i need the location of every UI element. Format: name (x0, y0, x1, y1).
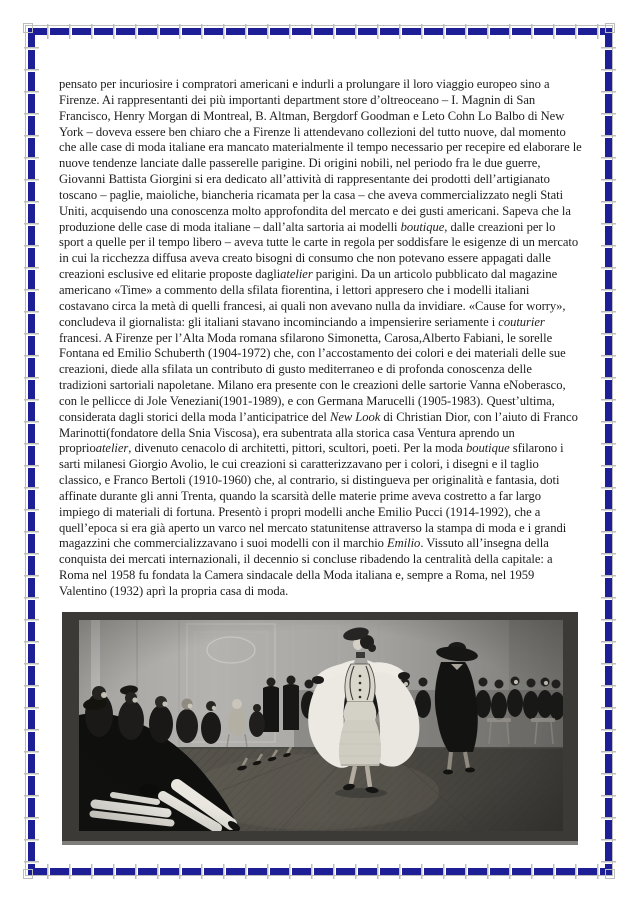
photo-image-area (79, 620, 563, 831)
photo-frame-bevel (62, 841, 578, 845)
text-segment: . Vissuto all’insegna della conquista dei mercati internazionali, il decennio si concluse ribadendo la centralità della capitale: a Roma nel 1958 fu fondata la Camera sindacale della Moda italiana e, sempre a Roma, nel 1959 Valentino (1932) aprì la propria casa di moda. (59, 536, 553, 598)
page-border-bottom (28, 868, 612, 875)
page-border-left (28, 28, 35, 875)
border-corner-ornament (23, 869, 33, 879)
page-border-right (605, 28, 612, 875)
italic-text-segment: atelier (280, 267, 313, 282)
italic-text-segment: Emilio (387, 536, 421, 551)
article-text (59, 77, 582, 600)
italic-text-segment: boutique (465, 441, 510, 456)
fashion-show-photo (62, 612, 578, 845)
border-corner-ornament (23, 23, 33, 33)
italic-text-segment: boutique (400, 219, 445, 234)
text-segment: pensato per incuriosire i compratori americani e indurli a prolungare il loro viaggio europeo sino a Firenze. Ai rappresentanti dei più importanti department store d’oltreoceano – I. Magnin di San Francisco, Henry Morgan di Montreal, B. Altman, Bergdorf Goodman e Leto Cohn Lo Balbo di New York – doveva essere ben chiaro che a Firenze li attendevano collezioni del tutto nuove, dal momento che alle case di moda italiane era mancato materialmente il tempo necessario per recepire ed elaborare le nuove tendenze lanciate dalle passerelle parigine. Di origini nobili, nel periodo fra le due guerre, Giovanni Battista Giorgini si era dedicato all’attività di rappresentante dei prodotti dell’artigianato toscano – paglie, maioliche, biancheria ricamata per la casa – che aveva commercializzato negli Stati Uniti, acquisendo una conoscenza molto approfondita del mercato e dei gusti americani. Sapeva che la produzione delle case di moda italiane – dall’alta sartoria ai modelli (59, 77, 582, 234)
border-corner-ornament (605, 23, 615, 33)
photo-vignette (79, 620, 563, 831)
text-segment: di Christian Dior, con l’aiuto di Franco Marinotti(fondatore della Snia Viscosa), era subentrata alla storica casa Ventura aprendo un proprio (59, 409, 578, 456)
italic-text-segment: atelier (95, 441, 129, 456)
text-segment: francesi. A Firenze per l’Alta Moda romana sfilarono Simonetta, Carosa,Alberto Fabiani, le sorelle Fontana ed Emilio Schuberth (1904-1972) che, con l’accostamento dei colori e dei materiali delle sue creazioni, diede alla sfilata un contributo di gusto mediterraneo e di profonda conoscenza delle tradizioni sartoriali napoletane. Milano era presente con le creazioni delle sartorie Vanna eNoberasco, con le pellicce di Jole Veneziani(1901-1989), e con Germana Marucelli (1905-1983). Quest’ultima, considerata dagli storici della moda l’anticipatrice del (59, 330, 566, 424)
italic-text-segment: couturier (498, 314, 545, 329)
text-segment: , dalle creazioni per lo sport a quelle per il tempo libero – aveva tutte le carte in regola per soddisfare le esigenze di un mercato in cui la ricchezza diffusa aveva creato bisogni di consumo che non potevano essere appagati dalle creazioni esclusive ed elitarie proposte dagli (59, 219, 579, 282)
photo-illustration (79, 620, 563, 831)
italic-text-segment: New Look (329, 409, 381, 424)
text-segment: sfilarono i sarti milanesi Giorgio Avolio, le cui creazioni si caratterizzavano per i colori, i disegni e il taglio classico, e Franco Bertoli (1910-1960) che, al contrario, si distingueva per originalità e fantasia, doti affinate durante gli anni Trenta, quando la scarsità delle materie prime aveva costretto a far largo impiego di materiali di fortuna. Presentò i propri modelli anche Emilio Pucci (1914-1992), che a quell’epoca si era già aperto un varco nel mercato statunitense attraverso la stampa di moda e i grandi magazzini che commercializzavano i suoi modelli con il marchio (59, 441, 567, 551)
border-corner-ornament (605, 869, 615, 879)
text-segment: , divenuto cenacolo di architetti, pittori, scultori, poeti. Per la moda (128, 441, 466, 456)
text-segment: parigini. Da un articolo pubblicato dal magazine americano «Time» a commento della sfilata fiorentina, i lettori appresero che i modelli italiani costavano circa la metà di quelli francesi, ai quali non avevano nulla da invidiare. «Cause for worry», concludeva il giornalista: gli italiani stavano incominciando a impensierire seriamente i (59, 267, 566, 329)
page-border-top (28, 28, 612, 35)
